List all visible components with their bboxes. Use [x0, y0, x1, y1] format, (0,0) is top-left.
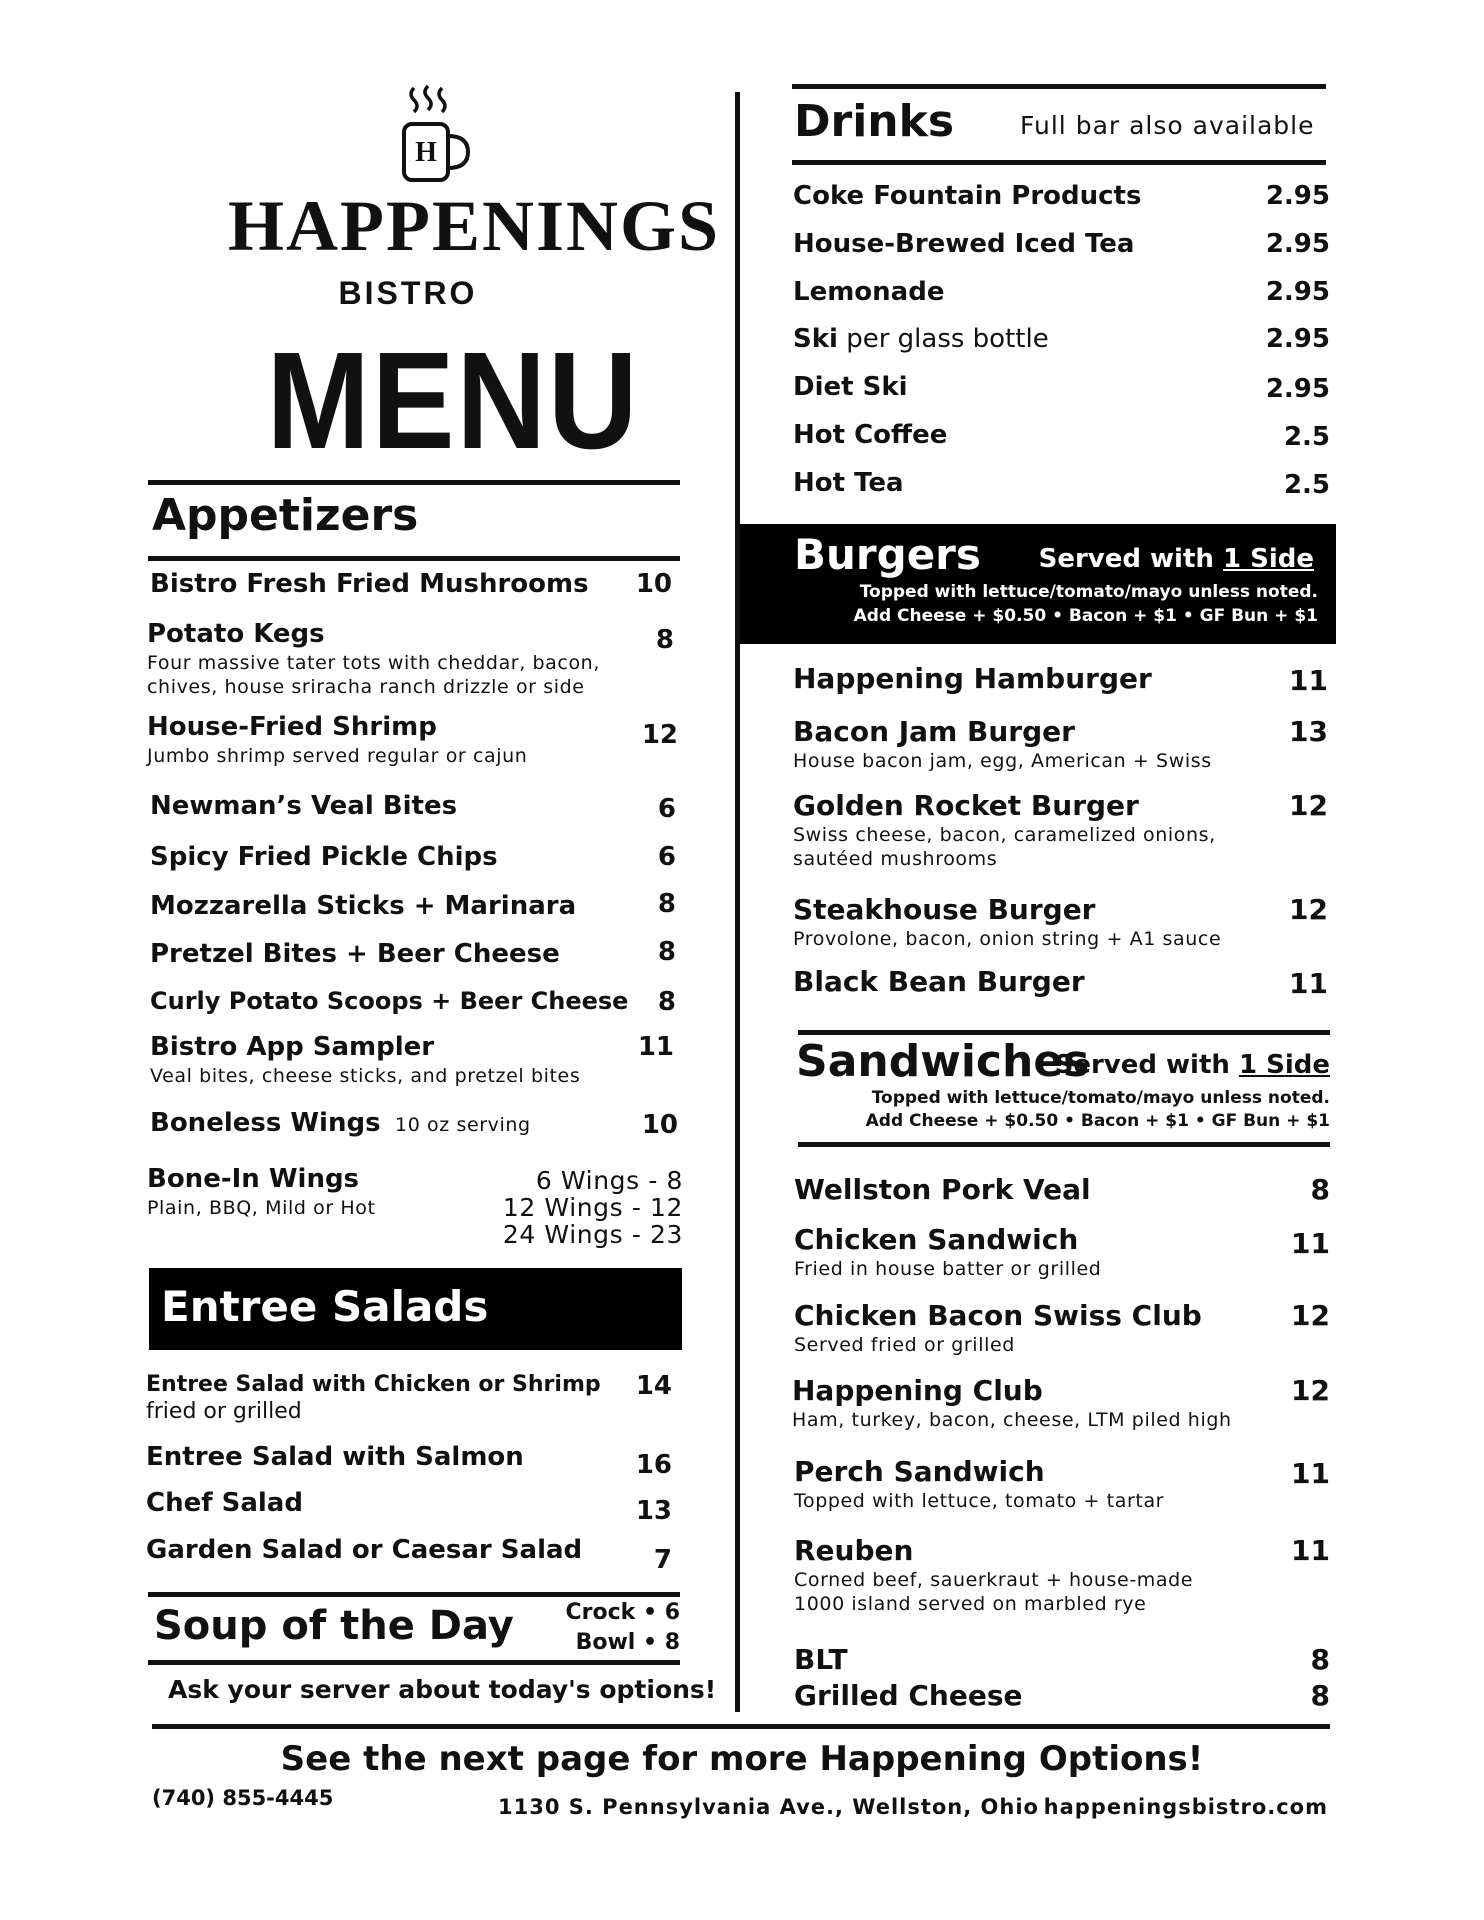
appetizer-item: [150, 570, 680, 604]
sandwich-item: [794, 1680, 1330, 1716]
drink-item: [793, 325, 1330, 359]
item-name: Diet Ski: [793, 372, 908, 402]
item-price: 12: [1289, 789, 1328, 822]
item-name: Steakhouse Burger: [793, 893, 1096, 926]
item-name: Mozzarella Sticks + Marinara: [150, 891, 577, 921]
salad-item: [146, 1372, 682, 1428]
soup-heading: Soup of the Day: [154, 1603, 514, 1649]
item-price: 11: [1291, 1457, 1330, 1490]
item-name: Entree Salad with Chicken or Shrimp: [146, 1372, 601, 1397]
brand-name: HAPPENINGS: [228, 186, 721, 266]
item-price: 13: [635, 1496, 672, 1526]
served-prefix: Served with: [1054, 1050, 1239, 1080]
item-price: 8: [657, 937, 676, 967]
soup-top-rule: [148, 1592, 680, 1597]
item-price: 8: [1310, 1643, 1330, 1676]
item-name: Hot Coffee: [793, 420, 948, 450]
item-description: Served fried or grilled: [794, 1334, 1015, 1356]
appetizer-item: [150, 937, 680, 974]
sandwiches-served-note: [1055, 1052, 1330, 1078]
item-description: sautéed mushrooms: [793, 848, 998, 870]
drinks-bottom-rule: [792, 160, 1326, 165]
item-price: 12: [1291, 1374, 1330, 1407]
brand-subtitle: BISTRO: [338, 275, 478, 311]
entree-salads-band: [149, 1268, 682, 1350]
item-price: 2.95: [1265, 181, 1330, 211]
item-price: 10: [635, 569, 672, 599]
drink-item: [793, 421, 1330, 455]
footer-address: 1130 S. Pennsylvania Ave., Wellston, Ohio: [498, 1795, 1039, 1819]
drink-item: [793, 469, 1330, 503]
item-price: 2.95: [1265, 277, 1330, 307]
item-name: Golden Rocket Burger: [793, 789, 1139, 822]
item-price: 12: [641, 720, 678, 750]
item-name: Bacon Jam Burger: [793, 715, 1075, 748]
item-price: 8: [657, 987, 676, 1017]
item-name-rest: per glass bottle: [837, 324, 1049, 354]
drink-item: [793, 278, 1330, 312]
appetizer-item: [150, 1033, 680, 1093]
burgers-band: [740, 524, 1336, 644]
drinks-heading: Drinks: [794, 96, 955, 147]
item-name: Bone-In Wings: [147, 1164, 360, 1194]
item-name: Wellston Pork Veal: [794, 1173, 1091, 1206]
item-name: Lemonade: [793, 277, 945, 307]
item-price: 8: [1310, 1173, 1330, 1206]
item-name: Grilled Cheese: [794, 1679, 1023, 1712]
item-name: Hot Tea: [793, 468, 904, 498]
item-name: Happening Club: [792, 1374, 1043, 1407]
drink-item: [793, 373, 1330, 407]
soup-bowl-price: Bowl • 8: [575, 1630, 680, 1655]
item-price: 6: [657, 842, 676, 872]
item-name: Coke Fountain Products: [793, 181, 1142, 211]
item-description: Corned beef, sauerkraut + house-made: [794, 1569, 1194, 1591]
sandwich-item: [794, 1456, 1330, 1514]
item-description: Swiss cheese, bacon, caramelized onions,: [793, 824, 1216, 846]
sandwiches-topped-note: Topped with lettuce/tomato/mayo unless noted.: [871, 1088, 1330, 1108]
item-price: 8: [655, 625, 674, 655]
item-price: 8: [657, 889, 676, 919]
sandwiches-bottom-rule: [798, 1142, 1330, 1147]
item-price: 2.5: [1283, 470, 1330, 500]
appetizers-top-rule: [148, 480, 680, 485]
item-price-tier: 24 Wings - 23: [502, 1220, 683, 1249]
item-name: Boneless Wings: [150, 1108, 381, 1138]
appetizer-item: [147, 713, 680, 771]
appetizers-bottom-rule: [148, 556, 680, 561]
item-description: Veal bites, cheese sticks, and pretzel bites: [150, 1065, 581, 1087]
item-name: Entree Salad with Salmon: [146, 1442, 524, 1472]
drink-item: [793, 230, 1330, 264]
served-side: 1 Side: [1222, 544, 1314, 574]
item-price: 10: [641, 1110, 678, 1140]
item-price-tier: 12 Wings - 12: [502, 1193, 683, 1222]
item-description: House bacon jam, egg, American + Swiss: [793, 750, 1212, 772]
sandwich-item: [794, 1300, 1330, 1358]
appetizer-item: [150, 889, 680, 926]
item-name: Bistro App Sampler: [150, 1032, 435, 1062]
item-price: 2.95: [1265, 229, 1330, 259]
item-name: Bistro Fresh Fried Mushrooms: [150, 569, 589, 599]
soup-note: Ask your server about today's options!: [168, 1675, 717, 1704]
item-price: 13: [1289, 715, 1328, 748]
salad-item: [146, 1535, 682, 1575]
item-name: House-Fried Shrimp: [147, 712, 437, 742]
item-name: Garden Salad or Caesar Salad: [146, 1535, 583, 1565]
item-description: Jumbo shrimp served regular or cajun: [147, 745, 528, 767]
burger-item: [793, 894, 1330, 952]
drinks-top-rule: [792, 84, 1326, 89]
appetizer-item: [147, 620, 680, 700]
served-prefix: Served with: [1038, 544, 1223, 574]
item-price: 11: [637, 1032, 674, 1062]
salad-item: [146, 1488, 682, 1526]
sandwich-item: [792, 1375, 1330, 1433]
item-name: Black Bean Burger: [793, 965, 1085, 998]
sandwich-item: [794, 1644, 1330, 1680]
item-price: 12: [1291, 1299, 1330, 1332]
item-price: 11: [1291, 1534, 1330, 1567]
appetizer-item: [147, 1165, 683, 1255]
menu-title: MENU: [266, 324, 640, 478]
burgers-heading: Burgers: [794, 530, 981, 579]
item-name: BLT: [794, 1643, 848, 1676]
item-name: [793, 325, 1049, 355]
coffee-mug-logo-icon: [400, 84, 472, 194]
soup-bottom-rule: [148, 1660, 680, 1665]
item-price: 14: [635, 1371, 672, 1401]
item-name: Chicken Bacon Swiss Club: [794, 1299, 1202, 1332]
item-price: 2.5: [1283, 422, 1330, 452]
salad-item: [146, 1442, 682, 1480]
item-price: 2.95: [1265, 374, 1330, 404]
burger-item: [793, 716, 1330, 774]
soup-crock-price: Crock • 6: [565, 1600, 680, 1625]
burger-item: [793, 663, 1330, 699]
mug-monogram: H: [415, 137, 437, 168]
column-divider: [735, 92, 740, 1712]
drinks-note: Full bar also available: [1020, 111, 1315, 140]
footer-phone: (740) 855-4445: [152, 1786, 334, 1810]
footer-website[interactable]: happeningsbistro.com: [1043, 1795, 1328, 1819]
appetizer-item: [150, 843, 680, 877]
item-description: Topped with lettuce, tomato + tartar: [794, 1490, 1165, 1512]
item-price: 8: [1310, 1679, 1330, 1712]
item-name: Curly Potato Scoops + Beer Cheese: [150, 987, 629, 1015]
item-description: Plain, BBQ, Mild or Hot: [147, 1197, 376, 1219]
item-price: 11: [1289, 664, 1328, 697]
footer-rule: [152, 1724, 1330, 1729]
appetizer-item: [150, 988, 680, 1022]
burgers-addons-note: Add Cheese + $0.50 • Bacon + $1 • GF Bun + $1: [853, 606, 1318, 626]
entree-salads-heading: Entree Salads: [161, 1282, 489, 1331]
item-description: Four massive tater tots with cheddar, bacon,: [147, 652, 600, 674]
sandwiches-heading: Sandwiches: [796, 1036, 1090, 1087]
item-description: Fried in house batter or grilled: [794, 1258, 1102, 1280]
burgers-served-note: [1039, 546, 1314, 572]
item-price: 7: [653, 1545, 672, 1575]
item-name: Chicken Sandwich: [794, 1223, 1079, 1256]
footer-cta: See the next page for more Happening Options!: [280, 1739, 1204, 1779]
item-description: 1000 island served on marbled rye: [794, 1593, 1147, 1615]
item-name: Happening Hamburger: [793, 662, 1152, 695]
item-price: 16: [635, 1450, 672, 1480]
item-name: Perch Sandwich: [794, 1455, 1045, 1488]
sandwiches-top-rule: [798, 1030, 1330, 1035]
item-description: fried or grilled: [146, 1399, 302, 1424]
item-name: Chef Salad: [146, 1488, 303, 1518]
sandwich-item: [794, 1174, 1330, 1210]
item-price: 12: [1289, 893, 1328, 926]
item-serving-note: 10 oz serving: [395, 1114, 531, 1136]
item-price: 2.95: [1265, 324, 1330, 354]
item-price: 11: [1291, 1227, 1330, 1260]
sandwiches-addons-note: Add Cheese + $0.50 • Bacon + $1 • GF Bun + $1: [865, 1111, 1330, 1131]
item-name: Potato Kegs: [147, 619, 325, 649]
item-name: House-Brewed Iced Tea: [793, 229, 1135, 259]
item-name: Reuben: [794, 1534, 914, 1567]
served-side: 1 Side: [1238, 1050, 1330, 1080]
item-name: Newman’s Veal Bites: [150, 791, 458, 821]
appetizer-item: [150, 1109, 680, 1145]
sandwich-item: [794, 1224, 1330, 1282]
item-description: Provolone, bacon, onion string + A1 sauce: [793, 928, 1222, 950]
item-description: Ham, turkey, bacon, cheese, LTM piled high: [792, 1409, 1232, 1431]
item-description: chives, house sriracha ranch drizzle or side: [147, 676, 585, 698]
sandwich-item: [794, 1535, 1330, 1619]
item-name-brand: Ski: [793, 324, 838, 354]
item-price-tier: 6 Wings - 8: [535, 1166, 683, 1195]
appetizers-heading: Appetizers: [152, 490, 419, 541]
appetizer-item: [150, 792, 680, 826]
item-price: 11: [1289, 967, 1328, 1000]
item-name: Pretzel Bites + Beer Cheese: [150, 939, 560, 969]
drink-item: [793, 182, 1330, 216]
item-name: Spicy Fried Pickle Chips: [150, 842, 498, 872]
burger-item: [793, 966, 1330, 1002]
burger-item: [793, 790, 1330, 874]
item-price: 6: [657, 794, 676, 824]
burgers-topped-note: Topped with lettuce/tomato/mayo unless noted.: [859, 582, 1318, 602]
